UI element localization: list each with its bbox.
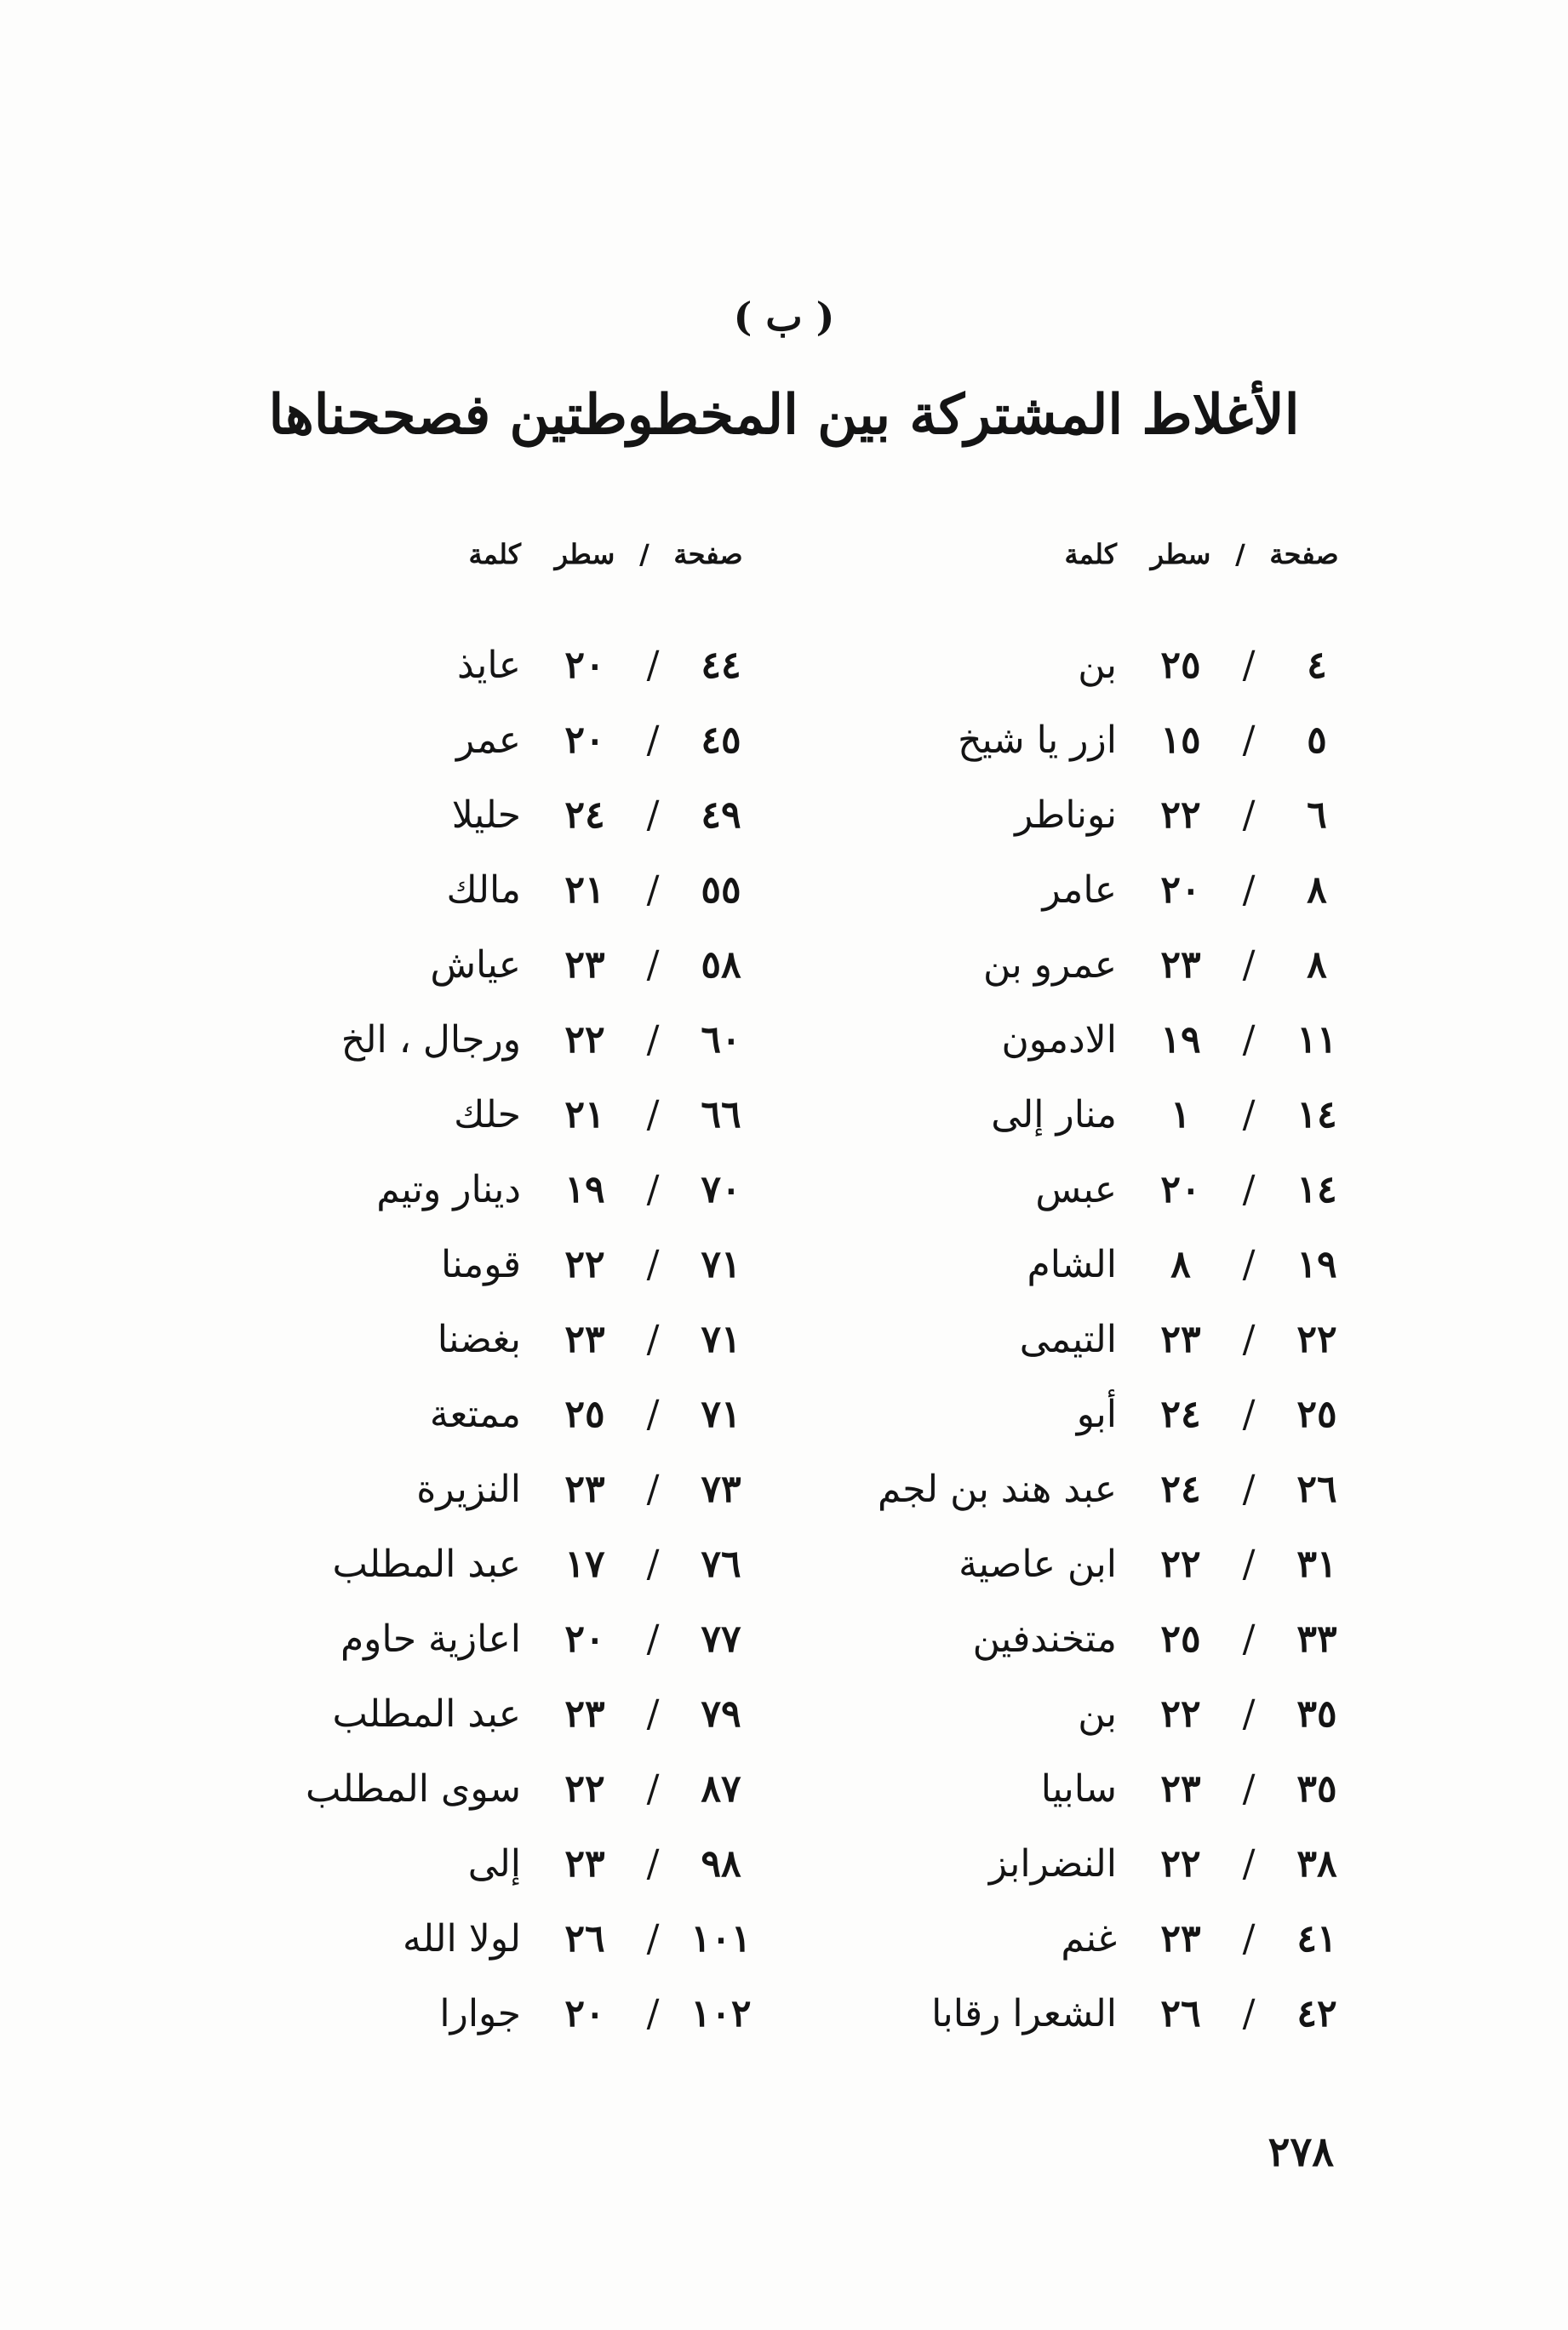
errata-row (112, 1595, 759, 1670)
line-ref: ٢٥ (564, 1393, 605, 1436)
word: نوناطر (1015, 793, 1117, 837)
line-ref: ٢٢ (564, 1767, 605, 1811)
page-ref: ٨٧ (701, 1767, 741, 1811)
word: غنم (1061, 1917, 1117, 1961)
header-page: صفحة (673, 538, 743, 570)
word: مالك (446, 868, 521, 912)
errata-column-left (112, 528, 759, 2094)
line-ref: ٢١ (564, 1093, 605, 1136)
separator-slash: / (1242, 1393, 1256, 1436)
line-ref: ٢٣ (1160, 1767, 1201, 1811)
separator-slash: / (1242, 793, 1256, 837)
page-ref: ٦٠ (701, 1018, 741, 1062)
page-number: ٢٧٨ (1268, 2128, 1334, 2176)
page-ref: ١٠١ (690, 1917, 752, 1961)
errata-row (112, 1970, 759, 2045)
word: الادمون (1001, 1018, 1117, 1062)
page-ref: ١٠٢ (690, 1992, 752, 2035)
line-ref: ١٩ (1160, 1018, 1201, 1062)
word: عمر (456, 718, 521, 762)
separator-slash: / (646, 1917, 660, 1961)
page-ref: ٤١ (1296, 1917, 1337, 1961)
header-line: سطر (554, 538, 615, 570)
line-ref: ٢٢ (1160, 793, 1201, 837)
errata-row (708, 1670, 1355, 1745)
page-ref: ٤٢ (1296, 1992, 1337, 2035)
page-ref: ٣٨ (1296, 1842, 1337, 1886)
separator-slash: / (1242, 1692, 1256, 1736)
line-ref: ٢٤ (1160, 1393, 1201, 1436)
line-ref: ٢٤ (564, 793, 605, 837)
page-ref: ١٩ (1296, 1243, 1337, 1286)
errata-row (708, 1371, 1355, 1446)
separator-slash: / (646, 943, 660, 987)
word: عبد المطلب (332, 1692, 521, 1736)
errata-row (708, 1745, 1355, 1820)
errata-row (708, 1595, 1355, 1670)
line-ref: ٢٣ (564, 1468, 605, 1511)
page-title: الأغلاط المشتركة بين المخطوطتين فصححناها (268, 383, 1300, 447)
separator-slash: / (646, 1018, 660, 1062)
line-ref: ٢٥ (1160, 1617, 1201, 1661)
word: ممتعة (429, 1393, 521, 1436)
header-word: كلمة (1064, 538, 1117, 570)
line-ref: ١٩ (564, 1168, 605, 1211)
page-ref: ١١ (1296, 1018, 1337, 1062)
line-ref: ٢٠ (564, 644, 605, 687)
line-ref: ٢٠ (1160, 1168, 1201, 1211)
word: ورجال ، الخ (340, 1018, 521, 1062)
word: الشام (1027, 1243, 1117, 1286)
errata-row (112, 996, 759, 1071)
errata-row (112, 771, 759, 846)
errata-row (708, 1970, 1355, 2045)
errata-row (708, 771, 1355, 846)
errata-row (112, 696, 759, 771)
separator-slash: / (646, 868, 660, 912)
column-header (708, 528, 1355, 621)
word: بغضنا (437, 1318, 521, 1361)
page-ref: ٤٩ (701, 793, 741, 837)
column-header (112, 528, 759, 621)
word: عايذ (456, 644, 521, 687)
errata-row (708, 996, 1355, 1071)
separator-slash: / (646, 1468, 660, 1511)
separator-slash: / (646, 793, 660, 837)
separator-slash: / (1242, 1468, 1256, 1511)
errata-row (112, 1371, 759, 1446)
line-ref: ٨ (1170, 1243, 1191, 1286)
word: الشعرا رقابا (931, 1992, 1117, 2035)
separator-slash: / (646, 1093, 660, 1136)
line-ref: ٢٢ (1160, 1842, 1201, 1886)
line-ref: ٢٣ (564, 1318, 605, 1361)
word: النزيرة (416, 1468, 521, 1511)
page-ref: ٣٣ (1296, 1617, 1337, 1661)
separator-slash: / (1242, 1168, 1256, 1211)
word: عبد هند بن لجم (878, 1468, 1117, 1511)
line-ref: ٢٣ (1160, 943, 1201, 987)
word: إلى (467, 1842, 521, 1886)
line-ref: ١٧ (564, 1543, 605, 1586)
line-ref: ٢٤ (1160, 1468, 1201, 1511)
word: عمرو بن (983, 943, 1117, 987)
header-slash: / (1235, 538, 1245, 570)
errata-row (112, 1221, 759, 1296)
page-ref: ٢٢ (1296, 1318, 1337, 1361)
line-ref: ٢٠ (564, 1992, 605, 2035)
page-ref: ٧٧ (701, 1617, 741, 1661)
separator-slash: / (1242, 1018, 1256, 1062)
page-ref: ٩٨ (701, 1842, 741, 1886)
word: دينار وتيم (376, 1168, 521, 1211)
errata-row (708, 1296, 1355, 1371)
separator-slash: / (1242, 644, 1256, 687)
line-ref: ٢٣ (564, 943, 605, 987)
line-ref: ٢٢ (564, 1243, 605, 1286)
page-ref: ٨ (1307, 943, 1327, 987)
separator-slash: / (646, 1692, 660, 1736)
separator-slash: / (646, 1543, 660, 1586)
page-ref: ٤٤ (701, 644, 741, 687)
word: أبو (1076, 1393, 1117, 1436)
errata-row (112, 1520, 759, 1595)
page-ref: ٦٦ (701, 1093, 741, 1136)
separator-slash: / (1242, 1617, 1256, 1661)
separator-slash: / (1242, 1543, 1256, 1586)
separator-slash: / (1242, 1842, 1256, 1886)
errata-row (112, 621, 759, 696)
word: اعازية حاوم (340, 1617, 521, 1661)
separator-slash: / (646, 1168, 660, 1211)
line-ref: ١٥ (1160, 718, 1201, 762)
errata-row (708, 621, 1355, 696)
line-ref: ٢٢ (1160, 1692, 1201, 1736)
line-ref: ٢٠ (564, 718, 605, 762)
header-word: كلمة (468, 538, 521, 570)
errata-row (708, 1446, 1355, 1520)
separator-slash: / (1242, 1318, 1256, 1361)
errata-row (708, 1520, 1355, 1595)
separator-slash: / (646, 1767, 660, 1811)
word: حلك (454, 1093, 521, 1136)
page-ref: ٧٩ (701, 1692, 741, 1736)
page-ref: ٢٥ (1296, 1393, 1337, 1436)
page-ref: ٤٥ (701, 718, 741, 762)
page-ref: ٧١ (701, 1318, 741, 1361)
errata-row (708, 1895, 1355, 1970)
separator-slash: / (646, 1617, 660, 1661)
errata-row (112, 1820, 759, 1895)
page-ref: ٧١ (701, 1393, 741, 1436)
separator-slash: / (646, 1992, 660, 2035)
line-ref: ٢٦ (564, 1917, 605, 1961)
word: جوارا (439, 1992, 521, 2035)
word: قومنا (440, 1243, 521, 1286)
line-ref: ٢٣ (1160, 1318, 1201, 1361)
errata-row (112, 1296, 759, 1371)
word: سابيا (1040, 1767, 1117, 1811)
separator-slash: / (646, 1393, 660, 1436)
separator-slash: / (646, 1842, 660, 1886)
line-ref: ٢٣ (564, 1692, 605, 1736)
word: عامر (1042, 868, 1117, 912)
separator-slash: / (646, 1318, 660, 1361)
page-ref: ١٤ (1296, 1168, 1337, 1211)
line-ref: ٢١ (564, 868, 605, 912)
errata-row (708, 1820, 1355, 1895)
errata-row (112, 1446, 759, 1520)
separator-slash: / (1242, 868, 1256, 912)
word: حليلا (451, 793, 521, 837)
line-ref: ٢٠ (1160, 868, 1201, 912)
errata-row (708, 846, 1355, 921)
word: ازر يا شيخ (958, 718, 1117, 762)
page-ref: ٦ (1307, 793, 1327, 837)
line-ref: ٢٥ (1160, 644, 1201, 687)
errata-row (708, 1071, 1355, 1146)
page-ref: ٧٦ (701, 1543, 741, 1586)
word: ابن عاصية (959, 1543, 1117, 1586)
page-ref: ٥٨ (701, 943, 741, 987)
line-ref: ٢٠ (564, 1617, 605, 1661)
page-ref: ٧٣ (701, 1468, 741, 1511)
page-ref: ٣١ (1296, 1543, 1337, 1586)
page-ref: ٣٥ (1296, 1767, 1337, 1811)
line-ref: ٢٣ (564, 1842, 605, 1886)
page-ref: ٨ (1307, 868, 1327, 912)
word: عبد المطلب (332, 1543, 521, 1586)
word: سوى المطلب (306, 1767, 521, 1811)
errata-row (708, 921, 1355, 996)
separator-slash: / (1242, 1767, 1256, 1811)
line-ref: ٢٢ (564, 1018, 605, 1062)
word: منار إلى (991, 1093, 1117, 1136)
word: بن (1078, 644, 1117, 687)
word: التيمى (1019, 1318, 1117, 1361)
separator-slash: / (1242, 943, 1256, 987)
header-slash: / (639, 538, 650, 570)
page-ref: ٢٦ (1296, 1468, 1337, 1511)
separator-slash: / (1242, 1992, 1256, 2035)
errata-row (112, 1670, 759, 1745)
line-ref: ١ (1170, 1093, 1191, 1136)
page-ref: ٤ (1307, 644, 1327, 687)
errata-row (708, 1221, 1355, 1296)
separator-slash: / (1242, 1243, 1256, 1286)
separator-slash: / (1242, 1917, 1256, 1961)
errata-row (708, 1146, 1355, 1221)
word: متخندفين (972, 1617, 1117, 1661)
separator-slash: / (646, 1243, 660, 1286)
separator-slash: / (646, 718, 660, 762)
separator-slash: / (1242, 718, 1256, 762)
errata-row (112, 1071, 759, 1146)
separator-slash: / (646, 644, 660, 687)
word: النضرابز (988, 1842, 1117, 1886)
separator-slash: / (1242, 1093, 1256, 1136)
errata-row (112, 921, 759, 996)
page-ref: ٧٠ (701, 1168, 741, 1211)
word: عبس (1035, 1168, 1117, 1211)
line-ref: ٢٦ (1160, 1992, 1201, 2035)
errata-row (112, 1895, 759, 1970)
header-line: سطر (1150, 538, 1211, 570)
line-ref: ٢٢ (1160, 1543, 1201, 1586)
errata-row (708, 696, 1355, 771)
line-ref: ٢٣ (1160, 1917, 1201, 1961)
word: عياش (430, 943, 521, 987)
errata-column-right (708, 528, 1355, 2094)
page-ref: ٣٥ (1296, 1692, 1337, 1736)
word: بن (1078, 1692, 1117, 1736)
page-ref: ٥٥ (701, 868, 741, 912)
errata-row (112, 846, 759, 921)
word: لولا الله (402, 1917, 521, 1961)
errata-row (112, 1745, 759, 1820)
page-ref: ٧١ (701, 1243, 741, 1286)
section-letter: ( ب ) (733, 294, 835, 340)
page-ref: ٥ (1307, 718, 1327, 762)
page-ref: ١٤ (1296, 1093, 1337, 1136)
errata-row (112, 1146, 759, 1221)
header-page: صفحة (1269, 538, 1339, 570)
